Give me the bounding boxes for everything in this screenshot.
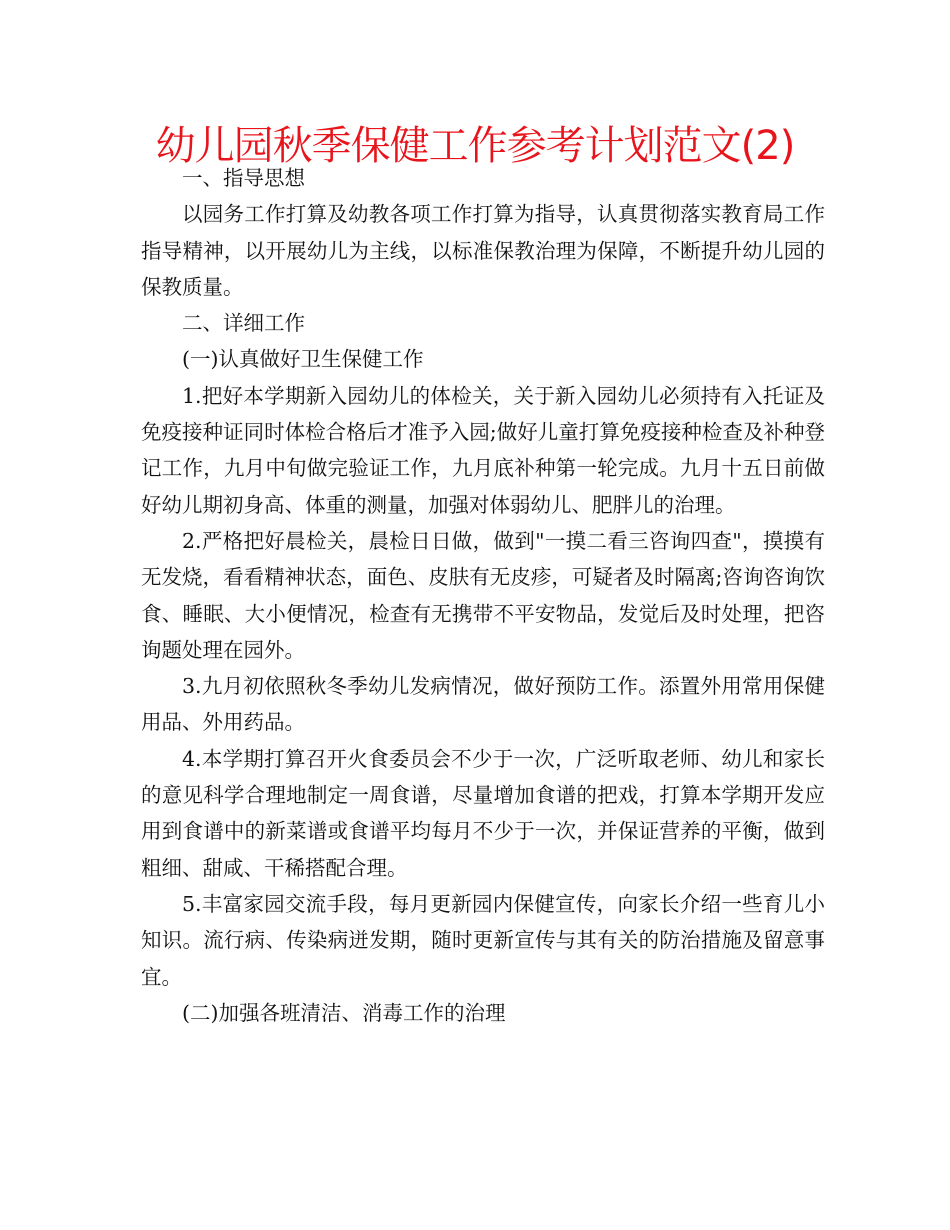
section-heading-guiding-ideology: 一、指导思想 <box>182 166 305 190</box>
document-title: 幼儿园秋季保健工作参考计划范文(2) <box>155 123 795 169</box>
list-item-3-prevention: 3.九月初依照秋冬季幼儿发病情况，做好预防工作。添置外用常用保健用品、外用药品。 <box>141 674 825 735</box>
list-item-1-entrance-checkup: 1.把好本学期新入园幼儿的体检关，关于新入园幼儿必须持有入托证及免疫接种证同时体检合格后才准予入园;做好儿童打算免疫接种检查及补种登记工作，九月中旬做完验证工作，九月底补种第一轮完成。九月十五日前做好幼儿期初身高、体重的测量，加强对体弱幼儿、肥胖儿的治理。 <box>141 383 825 517</box>
list-item-4-food-committee: 4.本学期打算召开火食委员会不少于一次，广泛听取老师、幼儿和家长的意见科学合理地制定一周食谱，尽量增加食谱的把戏，打算本学期开发应用到食谱中的新菜谱或食谱平均每月不少于一次，并保证营养的平衡，做到粗细、甜咸、干稀搭配合理。 <box>141 746 825 880</box>
section-heading-detailed-work: 二、详细工作 <box>182 311 305 336</box>
list-item-2-morning-check: 2.严格把好晨检关，晨检日日做，做到"一摸二看三咨询四查"，摸摸有无发烧，看看精神状态，面色、皮肤有无皮疹，可疑者及时隔离;咨询咨询饮食、睡眠、大小便情况，检查有无携带不平安物品，发觉后及时处理，把咨询题处理在园外。 <box>141 528 825 662</box>
subsection-heading-health-care: (一)认真做好卫生保健工作 <box>182 347 424 372</box>
paragraph-guiding-ideology: 以园务工作打算及幼教各项工作打算为指导，认真贯彻落实教育局工作指导精神，以开展幼儿为主线，以标准保教治理为保障，不断提升幼儿园的保教质量。 <box>141 202 825 299</box>
list-item-5-home-communication: 5.丰富家园交流手段，每月更新园内保健宣传，向家长介绍一些育儿小知识。流行病、传染病迸发期，随时更新宣传与其有关的防治措施及留意事宜。 <box>141 891 825 989</box>
subsection-heading-cleaning-disinfection: (二)加强各班清洁、消毒工作的治理 <box>182 1000 506 1025</box>
document-body <box>141 160 825 1031</box>
